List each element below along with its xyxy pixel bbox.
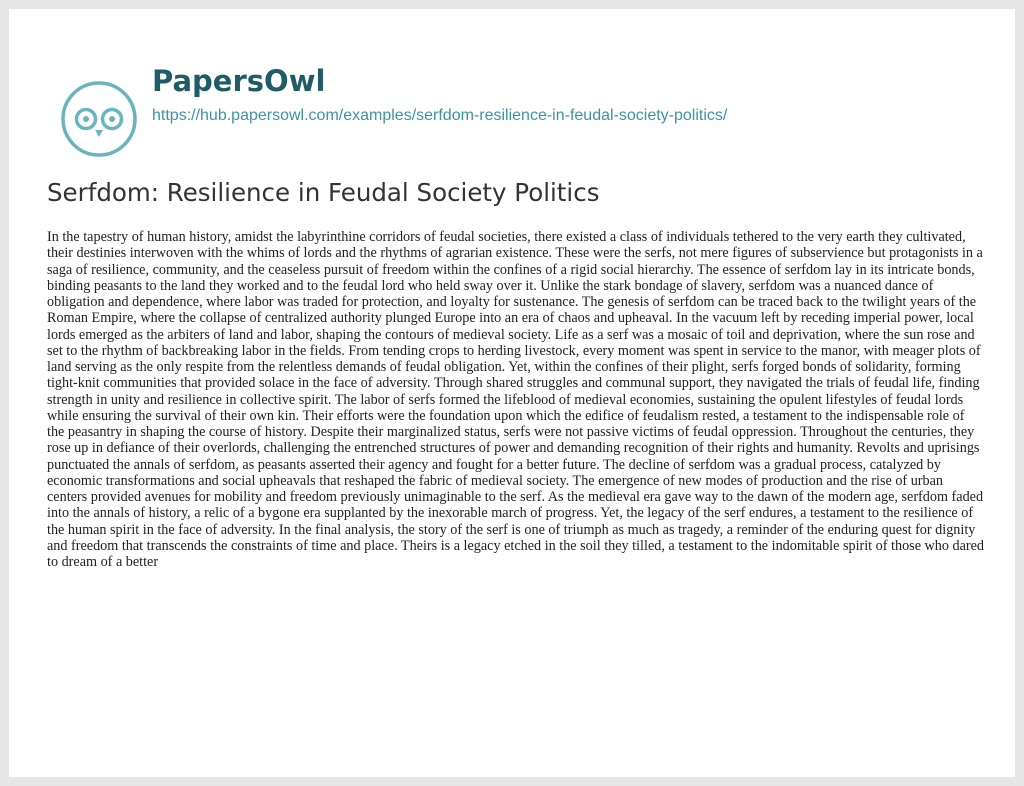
document-page xyxy=(9,9,1015,777)
document-title: Serfdom: Resilience in Feudal Society Politics xyxy=(47,178,600,207)
document-body: In the tapestry of human history, amidst the labyrinthine corridors of feudal societies, there existed a class of individuals tethered to the very earth they cultivated, their destinies interwoven with the whims of lords and the rhythms of agrarian existence. These were the serfs, not mere figures of subservience but protagonists in a saga of resilience, community, and the ceaseless pursuit of freedom within the confines of a rigid social hierarchy. The essence of serfdom lay in its intricate bonds, binding peasants to the land they worked and to the feudal lord who held sway over it. Unlike the stark bondage of slavery, serfdom was a nuanced dance of obligation and dependence, where labor was traded for protection, and loyalty for sustenance. The genesis of serfdom can be traced back to the twilight years of the Roman Empire, where the collapse of centralized authority plunged Europe into an era of chaos and upheaval. In the vacuum left by receding imperial power, local lords emerged as the arbiters of land and labor, shaping the contours of medieval society. Life as a serf was a mosaic of toil and deprivation, where the sun rose and set to the rhythm of backbreaking labor in the fields. From tending crops to herding livestock, every moment was spent in service to the manor, with meager plots of land serving as the only respite from the relentless demands of feudal obligation. Yet, within the confines of their plight, serfs forged bonds of solidarity, forming tight-knit communities that provided solace in the face of adversity. Through shared struggles and communal support, they navigated the trials of feudal life, finding strength in unity and resilience in collective spirit. The labor of serfs formed the lifeblood of medieval economies, sustaining the opulent lifestyles of feudal lords while ensuring the survival of their own kin. Their efforts were the foundation upon which the edifice of feudalism rested, a testament to the indispensable role of the peasantry in shaping the course of history. Despite their marginalized status, serfs were not passive victims of feudal oppression. Throughout the centuries, they rose up in defiance of their overlords, challenging the entrenched structures of power and demanding recognition of their rights and humanity. Revolts and uprisings punctuated the annals of serfdom, as peasants asserted their agency and fought for a better future. The decline of serfdom was a gradual process, catalyzed by economic transformations and social upheavals that reshaped the fabric of medieval society. The emergence of new modes of production and the rise of urban centers provided avenues for mobility and freedom previously unimaginable to the serf. As the medieval era gave way to the dawn of the modern age, serfdom faded into the annals of history, a relic of a bygone era supplanted by the inexorable march of progress. Yet, the legacy of the serf endures, a testament to the resilience of the human spirit in the face of adversity. In the final analysis, the story of the serf is one of triumph as much as tragedy, a reminder of the enduring quest for dignity and freedom that transcends the constraints of time and place. Theirs is a legacy etched in the soil they tilled, a testament to the indomitable spirit of those who dared to dream of a better xyxy=(47,229,985,570)
source-url-link[interactable]: https://hub.papersowl.com/examples/serfdom-resilience-in-feudal-society-politics/ xyxy=(152,107,728,124)
owl-logo-icon xyxy=(49,69,149,169)
page-header xyxy=(9,9,1015,169)
brand-name: PapersOwl xyxy=(152,64,326,98)
